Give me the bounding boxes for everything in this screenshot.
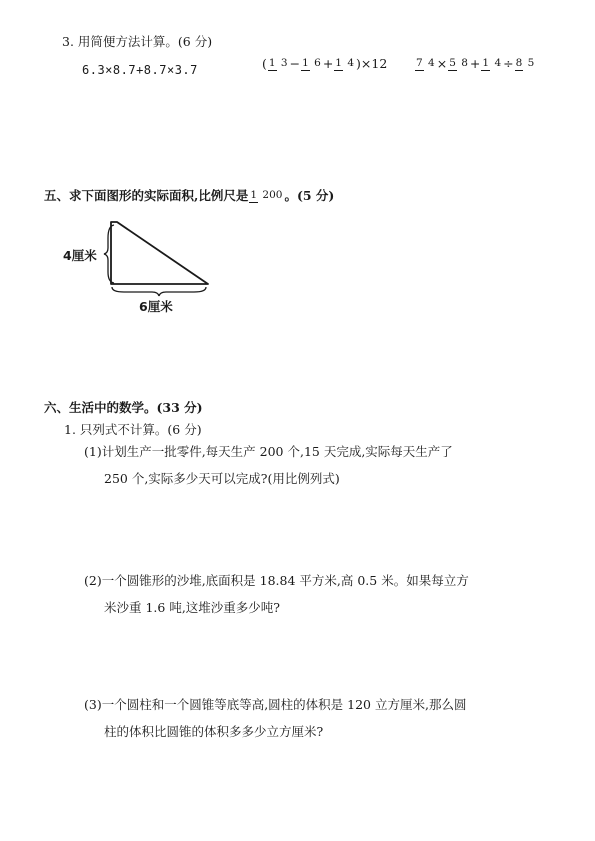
q1-title: 1. 只列式不计算。(6 分) <box>64 422 202 437</box>
denominator: 3 <box>280 57 288 70</box>
numerator: 8 <box>515 57 523 70</box>
operator-plus: + <box>469 56 481 71</box>
denominator: 4 <box>428 57 435 70</box>
q3-expression-1: 6.3×8.7+8.7×3.7 <box>82 63 198 77</box>
problem-3-line-1: (3)一个圆柱和一个圆锥等底等高,圆柱的体积是 120 立方厘米,那么圆 <box>84 697 467 712</box>
denominator: 4 <box>347 57 355 70</box>
numerator: 7 <box>416 57 423 70</box>
denominator: 4 <box>494 57 502 70</box>
base-label: 6厘米 <box>139 299 173 314</box>
operator-times: × <box>436 56 448 71</box>
section6-title: 六、生活中的数学。(33 分) <box>44 400 203 415</box>
denominator: 200 <box>262 188 283 201</box>
section5-title-text: 五、求下面图形的实际面积,比例尺是 <box>44 188 249 203</box>
paren-close-times-12: )×12 <box>356 56 388 71</box>
paren-open: ( <box>262 56 267 71</box>
denominator: 5 <box>527 57 535 70</box>
operator-minus: − <box>289 56 301 71</box>
height-brace <box>104 225 114 283</box>
numerator: 1 <box>268 57 276 70</box>
q3-title: 3. 用简便方法计算。(6 分) <box>62 34 213 49</box>
numerator: 1 <box>335 57 342 70</box>
problem-2-line-2: 米沙重 1.6 吨,这堆沙重多少吨? <box>104 600 281 615</box>
problem-1-line-1: (1)计划生产一批零件,每天生产 200 个,15 天完成,实际每天生产了 <box>84 444 453 459</box>
operator-plus: + <box>322 56 334 71</box>
base-brace <box>112 287 206 296</box>
denominator: 8 <box>461 57 468 70</box>
problem-2-line-1: (2)一个圆锥形的沙堆,底面积是 18.84 平方米,高 0.5 米。如果每立方 <box>84 573 469 588</box>
numerator: 1 <box>250 188 258 201</box>
numerator: 5 <box>449 57 456 70</box>
operator-divide: ÷ <box>503 56 514 71</box>
denominator: 6 <box>314 57 321 70</box>
numerator: 1 <box>302 57 309 70</box>
section5-score: 。(5 分) <box>284 188 335 203</box>
numerator: 1 <box>482 57 490 70</box>
right-triangle <box>111 222 208 284</box>
height-label: 4厘米 <box>63 248 97 263</box>
problem-3-line-2: 柱的体积比圆锥的体积多多少立方厘米? <box>104 724 324 739</box>
problem-1-line-2: 250 个,实际多少天可以完成?(用比例列式) <box>104 471 340 486</box>
